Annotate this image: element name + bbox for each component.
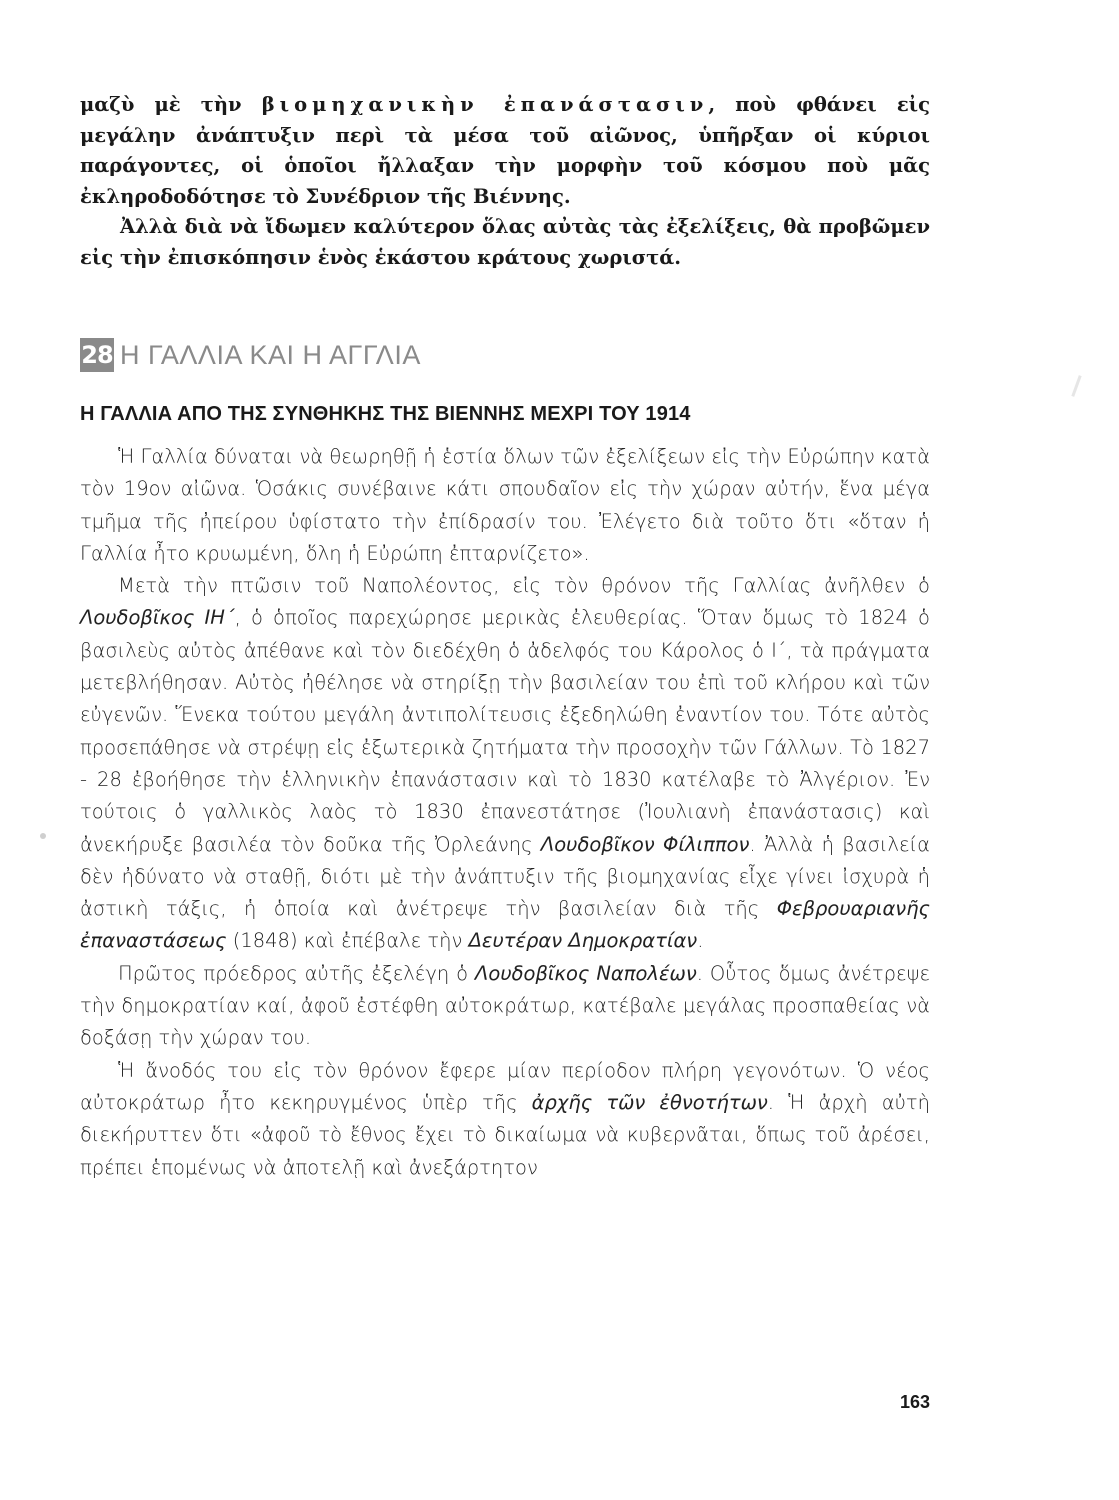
intro-paragraph-1: μαζὺ μὲ τὴν βιομηχανικὴν ἐπανάστασιν, ποὺ φθάνει εἰς μεγάλην ἀνάπτυξιν περὶ τὰ μέσα τοῦ αἰῶνος, ὑπῆρξαν οἱ κύριοι παράγοντες, οἱ ὁποῖοι ἤλλαξαν τὴν μορφὴν τοῦ κόσμου ποὺ μᾶς ἐκληροδοδότησε τὸ Συνέδριον τῆς Βιέννης. [80,93,930,208]
spaced-emphasis: βιομηχανικὴν ἐπανάστασιν [261,93,709,116]
intro-paragraph-2: Ἀλλὰ διὰ νὰ ἴδωμεν καλύτερον ὅλας αὐτὰς τὰς ἐξελίξεις, θὰ προβῶμεν εἰς τὴν ἐπισκόπησιν ἑνὸς ἑκάστου κράτους χωριστά. [80,215,930,269]
body-paragraph-2: Μετὰ τὴν πτῶσιν τοῦ Ναπολέοντος, εἰς τὸν θρόνον τῆς Γαλλίας ἀνῆλθεν ὁ Λουδοβῖκος ΙΗ΄, ὁ ὁποῖος παρεχώρησε μερικὰς ἐλευθερίας. Ὅταν ὅμως τὸ 1824 ὁ βασιλεὺς αὐτὸς ἀπέθανε καὶ τὸν διεδέχθη ὁ ἀδελφός του Κάρολος ὁ Ι΄, τὰ πράγματα μετεβλήθησαν. Αὐτὸς ἠθέλησε νὰ στηρίξῃ τὴν βασιλείαν του ἐπὶ τοῦ κλήρου καὶ τῶν εὐγενῶν. Ἕνεκα τούτου μεγάλη ἀντιπολίτευσις ἐξεδηλώθη ἐναντίον του. Τότε αὐτὸς προσεπάθησε νὰ στρέψῃ εἰς ἐξωτερικὰ ζητήματα τὴν προσοχὴν τῶν Γάλλων. Τὸ 1827 - 28 ἐβοήθησε τὴν ἑλληνικὴν ἐπανάστασιν καὶ τὸ 1830 κατέλαβε τὸ Ἀλγέριον. Ἐν τούτοις ὁ γαλλικὸς λαὸς τὸ 1830 ἐπανεστάτησε (Ἰουλιανὴ ἐπανάστασις) καὶ ἀνεκήρυξε βασιλέα τὸν δοῦκα τῆς Ὀρλεάνης Λουδοβῖκον Φίλιππον. Ἀλλὰ ἡ βασιλεία δὲν ἠδύνατο νὰ σταθῇ, διότι μὲ τὴν ἀνάπτυξιν τῆς βιομηχανίας εἶχε γίνει ἰσχυρὰ ἡ ἀστικὴ τάξις, ἡ ὁποία καὶ ἀνέτρεψε τὴν βασιλείαν διὰ τῆς Φεβρουαριανῆς ἐπαναστάσεως (1848) καὶ ἐπέβαλε τὴν Δευτέραν Δημοκρατίαν. [80,574,930,953]
italic-name: Λουδοβῖκος ΙΗ΄ [80,606,235,630]
section-title: Η ΓΑΛΛΙΑ ΚΑΙ Η ΑΓΓΛΙΑ [120,339,421,370]
italic-name: Λουδοβῖκος Ναπολέων [475,961,697,985]
italic-term: Φεβρουαριανῆς ἐπαναστάσεως [80,897,930,953]
italic-term: Δευτέραν Δημοκρατίαν [468,929,698,953]
body-paragraph-4: Ἡ ἄνοδός του εἰς τὸν θρόνον ἔφερε μίαν περίοδον πλήρη γεγονότων. Ὁ νέος αὐτοκράτωρ ἦτο κεκηρυγμένος ὑπὲρ τῆς ἀρχῆς τῶν ἐθνοτήτων. Ἡ ἀρχὴ αὐτὴ διεκήρυττεν ὅτι «ἀφοῦ τὸ ἔθνος ἔχει τὸ δικαίωμα νὰ κυβερνᾶται, ὅπως τοῦ ἀρέσει, πρέπει ἑπομένως νὰ ἀποτελῇ καὶ ἀνεξάρτητον [80,1058,931,1179]
body-paragraph-3: Πρῶτος πρόεδρος αὐτῆς ἐξελέγη ὁ Λουδοβῖκος Ναπολέων. Οὗτος ὅμως ἀνέτρεψε τὴν δημοκρατίαν καί, ἀφοῦ ἐστέφθη αὐτοκράτωρ, κατέβαλε μεγάλας προσπαθείας νὰ δοξάσῃ τὴν χώραν του. [80,961,930,1050]
italic-name: Λουδοβῖκον Φίλιππον [540,832,750,856]
page-number: 163 [899,1392,930,1412]
section-heading [80,338,421,372]
subheading: Η ΓΑΛΛΙΑ ΑΠΟ ΤΗΣ ΣΥΝΘΗΚΗΣ ΤΗΣ ΒΙΕΝΝΗΣ ΜΕΧΡΙ ΤΟΥ 1914 [80,403,691,425]
section-number-badge: 28 [80,338,114,372]
show-through-mark [40,833,46,839]
body-paragraph-1: Ἡ Γαλλία δύναται νὰ θεωρηθῇ ἡ ἑστία ὅλων τῶν ἐξελίξεων εἰς τὴν Εὐρώπην κατὰ τὸν 19ον αἰῶνα. Ὁσάκις συνέβαινε κάτι σπουδαῖον εἰς τὴν χώραν αὐτήν, ἕνα μέγα τμῆμα τῆς ἠπείρου ὑφίστατο τὴν ἐπίδρασίν του. Ἐλέγετο διὰ τοῦτο ὅτι «ὅταν ἡ Γαλλία ἦτο κρυωμένη, ὅλη ἡ Εὐρώπη ἐπταρνίζετο». [80,445,930,565]
show-through-mark [1071,375,1081,397]
body-text [80,441,930,1184]
intro-text [80,90,930,273]
italic-term: ἀρχῆς τῶν ἐθνοτήτων [531,1090,768,1114]
